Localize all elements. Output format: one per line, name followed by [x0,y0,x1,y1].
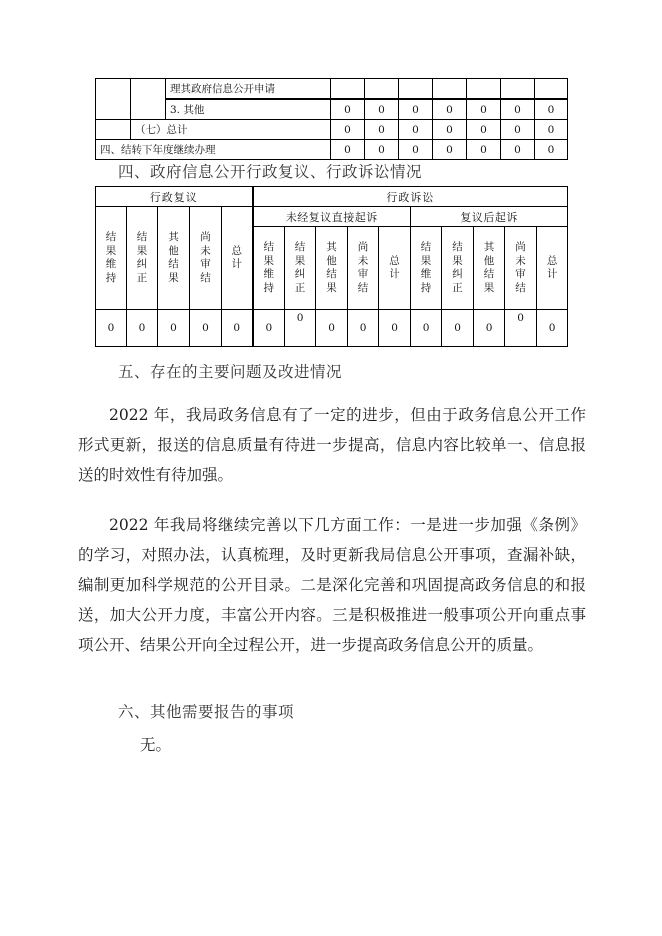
cell: 0 [399,140,433,160]
section-six-heading: 六、其他需要报告的事项 [118,703,295,721]
group-header-administrative-litigation: 行政诉讼 [253,187,568,207]
row-label: 理其政府信息公开申请 [166,79,331,100]
vertical-label: 总 计 [231,244,243,270]
table-group-header-row [96,187,568,207]
vertical-label: 结 果 维 持 [263,241,275,294]
table-row [96,140,568,160]
cell: 0 [331,140,365,160]
cell: 0 [467,120,501,140]
table-row [96,79,568,100]
cell: 0 [467,140,501,160]
cell: 0 [399,99,433,120]
column-header-review-corrected [127,207,158,310]
cell: 0 [474,310,505,347]
cell: 0 [365,99,399,120]
cell: 0 [379,310,411,347]
vertical-label: 结 果 纠 正 [294,241,306,294]
row-group-spacer [96,120,131,140]
cell: 0 [433,140,467,160]
row-label: （七）总计 [131,120,331,140]
cell: 0 [365,120,399,140]
column-header-direct-total [379,227,411,310]
section-five-heading: 五、存在的主要问题及改进情况 [118,363,343,381]
cell [399,79,433,100]
cell: 0 [348,310,379,347]
section-six-content: 无。 [140,736,172,754]
cell: 0 [535,140,568,160]
administrative-review-litigation-table [95,186,568,347]
vertical-label: 其 他 结 果 [168,231,179,284]
vertical-label: 总 计 [389,254,400,280]
cell: 0 [253,310,285,347]
vertical-label: 尚 未 审 结 [357,241,369,294]
cell: 0 [411,310,442,347]
cell: 0 [442,310,474,347]
vertical-label: 结 果 纠 正 [452,241,463,294]
cell: 0 [127,310,158,347]
group-header-administrative-review: 行政复议 [96,187,253,207]
cell: 0 [501,140,535,160]
column-header-postreview-other [474,227,505,310]
vertical-label: 尚 未 审 结 [200,231,211,284]
column-header-review-total [222,207,253,310]
cell: 0 [399,120,433,140]
cell: 0 [96,310,127,347]
cell: 0 [285,310,316,347]
cell [331,79,365,100]
column-header-postreview-upheld [411,227,442,310]
row-label: 四、结转下年度继续办理 [96,140,331,160]
subgroup-header-post-review-litigation: 复议后起诉 [411,207,568,227]
vertical-label: 总 计 [546,254,558,280]
cell [535,79,568,100]
cell [467,79,501,100]
column-header-review-upheld [96,207,127,310]
column-header-postreview-pending [505,227,537,310]
vertical-label: 其 他 结 果 [326,241,337,294]
cell [433,79,467,100]
column-header-direct-pending [348,227,379,310]
cell: 0 [331,99,365,120]
vertical-label: 其 他 结 果 [483,241,495,294]
vertical-label: 结 果 维 持 [420,241,432,294]
subgroup-header-direct-litigation: 未经复议直接起诉 [253,207,411,227]
vertical-label: 结 果 纠 正 [136,231,148,284]
column-header-direct-other [316,227,348,310]
cell: 0 [316,310,348,347]
column-header-direct-upheld [253,227,285,310]
row-group-spacer [96,79,131,120]
cell: 0 [501,120,535,140]
cell: 0 [535,99,568,120]
table-data-row [96,310,568,347]
cell: 0 [433,99,467,120]
row-label: 3. 其他 [166,99,331,120]
cell [501,79,535,100]
table-row [96,99,568,120]
row-subgroup-spacer [131,79,166,120]
cell: 0 [222,310,253,347]
column-header-review-other [158,207,190,310]
disclosure-request-table-continuation [95,78,568,160]
cell: 0 [467,99,501,120]
column-header-postreview-corrected [442,227,474,310]
cell: 0 [501,99,535,120]
column-header-direct-corrected [285,227,316,310]
table-row [96,120,568,140]
cell: 0 [331,120,365,140]
cell: 0 [537,310,568,347]
vertical-label: 尚 未 审 结 [515,241,526,294]
cell: 0 [433,120,467,140]
cell: 0 [158,310,190,347]
section-five-paragraph-1: 2022 年，我局政务信息有了一定的进步，但由于政务信息公开工作形式更新，报送的信息质量有待进一步提高，信息内容比较单一、信息报送的时效性有待加强。 [78,406,586,484]
vertical-label: 结 果 维 持 [105,231,117,284]
cell: 0 [535,120,568,140]
cell: 0 [190,310,222,347]
table-subgroup-header-row [96,207,568,227]
cell: 0 [365,140,399,160]
column-header-review-pending [190,207,222,310]
column-header-postreview-total [537,227,568,310]
cell: 0 [505,310,537,347]
section-five-paragraph-2: 2022 年我局将继续完善以下几方面工作：一是进一步加强《条例》的学习，对照办法，认真梳理，及时更新我局信息公开事项，查漏补缺，编制更加科学规范的公开目录。二是深化完善和巩固提高政务信息的和报送，加大公开力度，丰富公开内容。三是积极推进一般事项公开向重点事项公开、结果公开向全过程公开，进一步提高政务信息公开的质量。 [78,516,586,654]
cell [365,79,399,100]
section-four-heading: 四、政府信息公开行政复议、行政诉讼情况 [118,163,423,181]
